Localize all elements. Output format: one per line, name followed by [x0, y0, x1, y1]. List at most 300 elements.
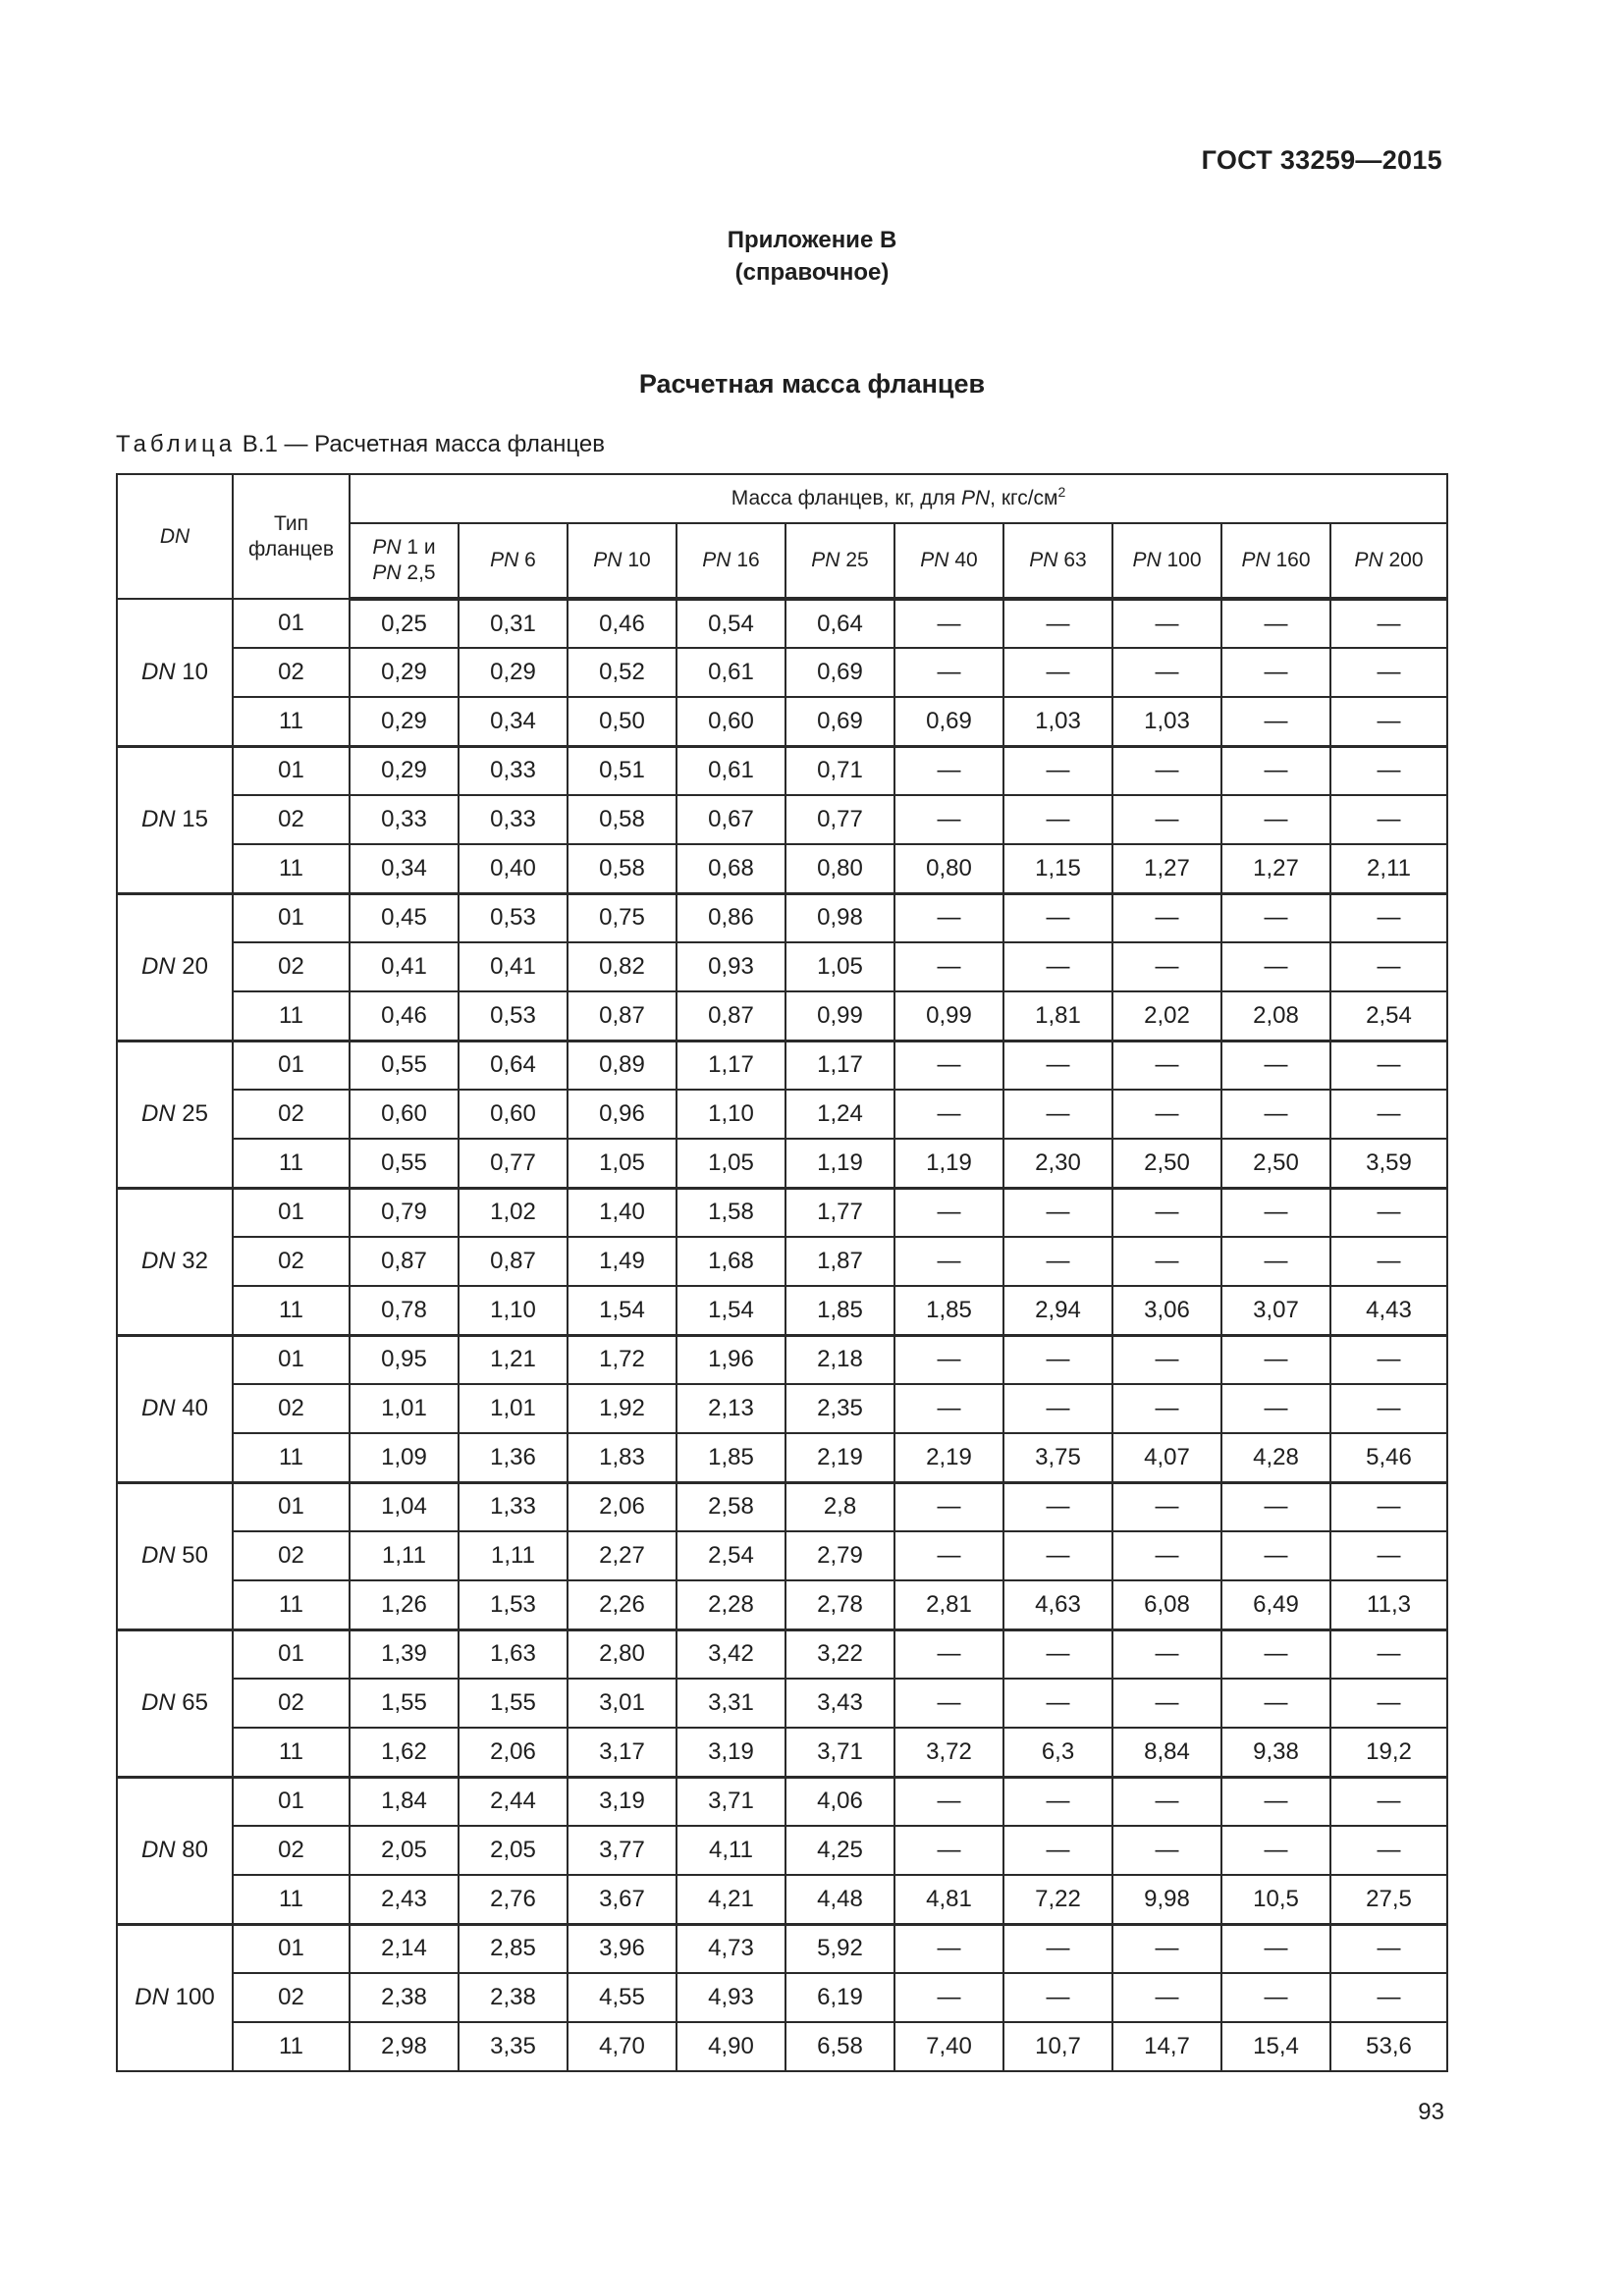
table-row	[117, 1041, 1447, 1090]
table-row	[117, 1728, 1447, 1777]
mass-cell: 1,36	[459, 1433, 568, 1482]
flange-type-cell: 02	[233, 1826, 350, 1875]
dn-cell	[117, 599, 233, 746]
mass-cell: —	[1112, 1237, 1221, 1286]
header-mass-pn: PN	[960, 487, 991, 509]
dn-number: 80	[175, 1837, 209, 1863]
mass-cell: 0,55	[350, 1139, 459, 1188]
flange-type-cell: 01	[233, 893, 350, 942]
mass-cell: 3,59	[1330, 1139, 1447, 1188]
dn-prefix: DN	[135, 1984, 169, 2011]
mass-cell: 3,72	[894, 1728, 1003, 1777]
mass-cell: 0,45	[350, 893, 459, 942]
mass-cell: 1,01	[459, 1384, 568, 1433]
mass-cell: 2,38	[459, 1973, 568, 2022]
mass-cell: 0,87	[568, 991, 677, 1041]
mass-cell: 1,27	[1112, 844, 1221, 893]
mass-cell: 0,53	[459, 893, 568, 942]
mass-cell: 0,33	[459, 746, 568, 795]
table-caption-number: В.1	[236, 431, 278, 457]
mass-cell: —	[1330, 942, 1447, 991]
mass-cell: 2,05	[459, 1826, 568, 1875]
mass-cell: —	[1221, 893, 1330, 942]
header-pn-part: PN	[593, 549, 623, 571]
mass-cell: 4,06	[785, 1777, 894, 1826]
mass-cell: 0,52	[568, 648, 677, 697]
header-pn-6	[1003, 523, 1112, 599]
mass-cell: —	[1221, 1335, 1330, 1384]
mass-cell: 1,05	[568, 1139, 677, 1188]
table-body	[117, 599, 1447, 2071]
mass-cell: —	[1330, 1384, 1447, 1433]
mass-cell: 3,22	[785, 1629, 894, 1679]
mass-cell: 2,26	[568, 1580, 677, 1629]
mass-cell: 1,19	[785, 1139, 894, 1188]
table-row	[117, 1924, 1447, 1973]
header-pn-1	[459, 523, 568, 599]
mass-cell: —	[1330, 1777, 1447, 1826]
mass-cell: 0,89	[568, 1041, 677, 1090]
mass-cell: 0,41	[459, 942, 568, 991]
mass-cell: 2,38	[350, 1973, 459, 2022]
dn-number: 100	[168, 1984, 215, 2011]
mass-cell: 0,33	[350, 795, 459, 844]
table-row	[117, 648, 1447, 697]
mass-cell: 4,21	[677, 1875, 785, 1924]
flange-type-cell: 11	[233, 1728, 350, 1777]
mass-cell: —	[1221, 1679, 1330, 1728]
mass-cell: —	[1112, 648, 1221, 697]
mass-cell: —	[1221, 1041, 1330, 1090]
flange-type-cell: 01	[233, 1482, 350, 1531]
mass-cell: 1,17	[785, 1041, 894, 1090]
mass-cell: —	[1330, 795, 1447, 844]
table-row	[117, 893, 1447, 942]
table-row	[117, 1777, 1447, 1826]
flange-type-cell: 01	[233, 1188, 350, 1237]
flange-type-cell: 02	[233, 1973, 350, 2022]
table-row	[117, 1237, 1447, 1286]
table-row	[117, 991, 1447, 1041]
dn-number: 10	[175, 658, 209, 685]
dn-cell	[117, 1188, 233, 1335]
mass-cell: 5,92	[785, 1924, 894, 1973]
dn-number: 65	[175, 1689, 209, 1716]
mass-cell: 3,31	[677, 1679, 785, 1728]
mass-cell: 3,35	[459, 2022, 568, 2071]
table-row	[117, 1286, 1447, 1335]
mass-cell: —	[894, 1041, 1003, 1090]
table-row	[117, 697, 1447, 746]
header-pn-part: 2,5	[401, 561, 436, 584]
mass-cell: 2,11	[1330, 844, 1447, 893]
mass-cell: 2,18	[785, 1335, 894, 1384]
mass-cell: 4,70	[568, 2022, 677, 2071]
dn-cell	[117, 893, 233, 1041]
mass-cell: —	[1221, 746, 1330, 795]
mass-cell: —	[1330, 1041, 1447, 1090]
mass-cell: 1,96	[677, 1335, 785, 1384]
table-row	[117, 746, 1447, 795]
mass-cell: 2,98	[350, 2022, 459, 2071]
mass-cell: —	[1330, 1531, 1447, 1580]
flange-type-cell: 11	[233, 991, 350, 1041]
mass-cell: —	[1330, 746, 1447, 795]
mass-cell: —	[1003, 746, 1112, 795]
header-pn-part: 1 и	[401, 536, 436, 559]
mass-cell: —	[1112, 1531, 1221, 1580]
header-pn-part: 40	[948, 549, 978, 571]
table-row	[117, 1188, 1447, 1237]
flange-type-cell: 02	[233, 795, 350, 844]
header-pn-part: 160	[1270, 549, 1311, 571]
table-row	[117, 599, 1447, 648]
mass-cell: —	[1330, 893, 1447, 942]
table-row	[117, 1826, 1447, 1875]
flange-type-cell: 02	[233, 648, 350, 697]
flange-type-cell: 01	[233, 1924, 350, 1973]
dn-cell	[117, 746, 233, 893]
page-number: 93	[1418, 2099, 1444, 2125]
mass-cell: 0,82	[568, 942, 677, 991]
mass-cell: 3,71	[785, 1728, 894, 1777]
mass-cell: 1,85	[677, 1433, 785, 1482]
dn-cell	[117, 1924, 233, 2071]
mass-cell: 1,05	[677, 1139, 785, 1188]
flange-type-cell: 11	[233, 1139, 350, 1188]
mass-cell: —	[1112, 893, 1221, 942]
mass-cell: 0,58	[568, 844, 677, 893]
mass-cell: —	[894, 1777, 1003, 1826]
mass-cell: —	[1003, 893, 1112, 942]
mass-cell: —	[1221, 1924, 1330, 1973]
dn-cell	[117, 1041, 233, 1188]
mass-cell: —	[894, 1482, 1003, 1531]
mass-cell: —	[1221, 1237, 1330, 1286]
header-pn-part: PN	[372, 561, 402, 584]
mass-cell: 1,62	[350, 1728, 459, 1777]
mass-cell: 1,10	[677, 1090, 785, 1139]
mass-cell: 2,06	[459, 1728, 568, 1777]
mass-cell: —	[1112, 746, 1221, 795]
mass-cell: 1,68	[677, 1237, 785, 1286]
mass-cell: 1,04	[350, 1482, 459, 1531]
mass-cell: 6,49	[1221, 1580, 1330, 1629]
mass-cell: 1,55	[350, 1679, 459, 1728]
header-pn-9	[1330, 523, 1447, 599]
mass-cell: 1,03	[1003, 697, 1112, 746]
mass-cell: 2,28	[677, 1580, 785, 1629]
mass-cell: 1,26	[350, 1580, 459, 1629]
dn-prefix: DN	[140, 658, 176, 685]
mass-cell: 0,75	[568, 893, 677, 942]
mass-cell: 2,02	[1112, 991, 1221, 1041]
mass-cell: 3,96	[568, 1924, 677, 1973]
mass-cell: 0,60	[459, 1090, 568, 1139]
flange-type-cell: 02	[233, 1384, 350, 1433]
mass-cell: 2,43	[350, 1875, 459, 1924]
mass-cell: —	[1112, 1041, 1221, 1090]
mass-cell: 9,38	[1221, 1728, 1330, 1777]
header-pn-part: PN	[1132, 549, 1162, 571]
mass-cell: —	[1003, 1629, 1112, 1679]
mass-cell: 0,51	[568, 746, 677, 795]
flange-type-cell: 11	[233, 2022, 350, 2071]
dn-prefix: DN	[140, 953, 176, 980]
header-mass-unit: , кгс/см	[990, 487, 1058, 509]
header-row	[117, 474, 1447, 523]
mass-cell: 2,79	[785, 1531, 894, 1580]
mass-cell: 15,4	[1221, 2022, 1330, 2071]
mass-cell: —	[1112, 942, 1221, 991]
flange-type-cell: 02	[233, 942, 350, 991]
mass-cell: 1,85	[894, 1286, 1003, 1335]
dn-number: 40	[175, 1395, 209, 1421]
mass-cell: —	[1221, 1973, 1330, 2022]
dn-prefix: DN	[140, 1837, 176, 1863]
mass-cell: —	[1003, 1237, 1112, 1286]
mass-cell: 1,21	[459, 1335, 568, 1384]
mass-cell: —	[1003, 1335, 1112, 1384]
mass-cell: —	[1112, 1335, 1221, 1384]
header-pn-part: 100	[1161, 549, 1202, 571]
mass-cell: 1,03	[1112, 697, 1221, 746]
mass-cell: 7,40	[894, 2022, 1003, 2071]
mass-cell: 3,67	[568, 1875, 677, 1924]
dn-cell	[117, 1777, 233, 1924]
mass-cell: —	[894, 1090, 1003, 1139]
mass-cell: 0,60	[350, 1090, 459, 1139]
document-code: ГОСТ 33259—2015	[1201, 145, 1442, 175]
mass-cell: 0,50	[568, 697, 677, 746]
mass-cell: —	[894, 942, 1003, 991]
header-pn-part: PN	[490, 549, 519, 571]
header-pn-part: PN	[920, 549, 949, 571]
mass-cell: —	[894, 599, 1003, 648]
dn-number: 15	[175, 806, 209, 832]
dn-prefix: DN	[140, 1100, 176, 1127]
header-pn-8	[1221, 523, 1330, 599]
mass-cell: 2,81	[894, 1580, 1003, 1629]
flange-type-cell: 11	[233, 1580, 350, 1629]
mass-cell: 2,94	[1003, 1286, 1112, 1335]
mass-cell: —	[1112, 795, 1221, 844]
dn-prefix: DN	[140, 806, 176, 832]
mass-cell: 2,80	[568, 1629, 677, 1679]
mass-cell: —	[1112, 1188, 1221, 1237]
mass-cell: 2,30	[1003, 1139, 1112, 1188]
mass-cell: 1,11	[459, 1531, 568, 1580]
mass-cell: 0,41	[350, 942, 459, 991]
mass-cell: 0,29	[350, 697, 459, 746]
mass-cell: —	[894, 1335, 1003, 1384]
mass-cell: 0,69	[785, 697, 894, 746]
mass-cell: 4,73	[677, 1924, 785, 1973]
mass-cell: 2,50	[1221, 1139, 1330, 1188]
flange-type-cell: 02	[233, 1679, 350, 1728]
flange-type-cell: 01	[233, 1335, 350, 1384]
mass-cell: —	[1221, 697, 1330, 746]
mass-cell: 0,99	[785, 991, 894, 1041]
table-row	[117, 1384, 1447, 1433]
mass-cell: 3,75	[1003, 1433, 1112, 1482]
header-mass-pre: Масса фланцев, кг, для	[731, 487, 961, 509]
table-caption-prefix: Таблица	[116, 431, 237, 457]
mass-cell: 1,53	[459, 1580, 568, 1629]
table-row	[117, 1580, 1447, 1629]
dn-cell	[117, 1335, 233, 1482]
mass-cell: 1,63	[459, 1629, 568, 1679]
mass-cell: 0,77	[785, 795, 894, 844]
dn-cell	[117, 1629, 233, 1777]
mass-cell: —	[1221, 1531, 1330, 1580]
mass-cell: 0,31	[459, 599, 568, 648]
mass-cell: 0,53	[459, 991, 568, 1041]
mass-cell: 2,58	[677, 1482, 785, 1531]
mass-cell: 2,54	[1330, 991, 1447, 1041]
mass-cell: 0,93	[677, 942, 785, 991]
mass-cell: 4,25	[785, 1826, 894, 1875]
mass-cell: 2,78	[785, 1580, 894, 1629]
mass-cell: 4,55	[568, 1973, 677, 2022]
flange-mass-table	[116, 473, 1448, 2072]
flange-type-cell: 01	[233, 599, 350, 648]
mass-cell: 0,64	[785, 599, 894, 648]
mass-cell: 0,80	[894, 844, 1003, 893]
mass-cell: —	[1112, 1482, 1221, 1531]
flange-type-cell: 01	[233, 1041, 350, 1090]
annex-title: Приложение В	[727, 227, 897, 253]
mass-cell: —	[1003, 648, 1112, 697]
table-row	[117, 1335, 1447, 1384]
header-pn-part: PN	[372, 536, 402, 559]
mass-cell: 0,87	[677, 991, 785, 1041]
mass-cell: 3,71	[677, 1777, 785, 1826]
header-pn-3	[677, 523, 785, 599]
header-pn-part: 63	[1057, 549, 1087, 571]
mass-cell: 11,3	[1330, 1580, 1447, 1629]
mass-cell: 3,01	[568, 1679, 677, 1728]
mass-cell: —	[894, 1531, 1003, 1580]
mass-cell: —	[1221, 1777, 1330, 1826]
header-pn-part: PN	[1029, 549, 1058, 571]
mass-cell: 1,92	[568, 1384, 677, 1433]
table-row	[117, 1629, 1447, 1679]
header-pn-0	[350, 523, 459, 599]
mass-cell: 1,49	[568, 1237, 677, 1286]
mass-cell: 2,54	[677, 1531, 785, 1580]
header-flange-type: Тип фланцев	[233, 474, 350, 599]
mass-cell: 2,13	[677, 1384, 785, 1433]
mass-cell: 4,90	[677, 2022, 785, 2071]
mass-cell: 1,72	[568, 1335, 677, 1384]
mass-cell: —	[1003, 599, 1112, 648]
mass-cell: 0,99	[894, 991, 1003, 1041]
mass-cell: 1,05	[785, 942, 894, 991]
mass-cell: —	[1221, 795, 1330, 844]
mass-cell: 2,27	[568, 1531, 677, 1580]
mass-cell: 0,58	[568, 795, 677, 844]
mass-cell: —	[1003, 1826, 1112, 1875]
mass-cell: —	[1221, 1629, 1330, 1679]
mass-cell: —	[894, 746, 1003, 795]
mass-cell: —	[1003, 795, 1112, 844]
header-pn-part: 16	[731, 549, 760, 571]
mass-cell: —	[1330, 599, 1447, 648]
flange-type-cell: 02	[233, 1090, 350, 1139]
mass-cell: 0,77	[459, 1139, 568, 1188]
mass-cell: 0,34	[459, 697, 568, 746]
mass-cell: 4,11	[677, 1826, 785, 1875]
mass-cell: 6,19	[785, 1973, 894, 2022]
mass-cell: —	[1221, 599, 1330, 648]
table-row	[117, 1973, 1447, 2022]
flange-type-cell: 02	[233, 1237, 350, 1286]
header-pn-part: PN	[1354, 549, 1383, 571]
mass-cell: —	[1112, 1090, 1221, 1139]
header-pn-2	[568, 523, 677, 599]
mass-cell: 2,8	[785, 1482, 894, 1531]
mass-cell: 1,09	[350, 1433, 459, 1482]
dn-prefix: DN	[140, 1689, 176, 1716]
mass-cell: 1,39	[350, 1629, 459, 1679]
header-pn-4	[785, 523, 894, 599]
mass-cell: —	[1003, 1679, 1112, 1728]
mass-cell: —	[1330, 1826, 1447, 1875]
mass-cell: —	[1112, 1973, 1221, 2022]
mass-cell: 0,68	[677, 844, 785, 893]
flange-type-cell: 01	[233, 1777, 350, 1826]
mass-cell: 0,61	[677, 746, 785, 795]
flange-type-cell: 11	[233, 1875, 350, 1924]
mass-cell: 1,77	[785, 1188, 894, 1237]
header-pn-5	[894, 523, 1003, 599]
mass-cell: —	[1221, 1826, 1330, 1875]
mass-cell: —	[1003, 1188, 1112, 1237]
mass-cell: 2,19	[894, 1433, 1003, 1482]
dn-number: 20	[175, 953, 209, 980]
dn-prefix: DN	[140, 1542, 176, 1569]
mass-cell: 1,54	[568, 1286, 677, 1335]
mass-cell: 2,08	[1221, 991, 1330, 1041]
mass-cell: 1,02	[459, 1188, 568, 1237]
mass-cell: 0,29	[350, 648, 459, 697]
table-row	[117, 1875, 1447, 1924]
mass-cell: —	[1330, 1679, 1447, 1728]
mass-cell: 1,17	[677, 1041, 785, 1090]
mass-cell: 10,7	[1003, 2022, 1112, 2071]
mass-cell: 0,95	[350, 1335, 459, 1384]
mass-cell: 0,40	[459, 844, 568, 893]
table-header	[117, 474, 1447, 599]
mass-cell: 14,7	[1112, 2022, 1221, 2071]
mass-cell: —	[894, 1629, 1003, 1679]
mass-cell: 1,84	[350, 1777, 459, 1826]
header-pn-part: 6	[518, 549, 536, 571]
mass-cell: 4,43	[1330, 1286, 1447, 1335]
mass-cell: 0,64	[459, 1041, 568, 1090]
table-row	[117, 1433, 1447, 1482]
table-row	[117, 1679, 1447, 1728]
mass-cell: —	[1112, 1924, 1221, 1973]
mass-cell: —	[1330, 648, 1447, 697]
mass-cell: —	[1003, 1482, 1112, 1531]
flange-type-cell: 01	[233, 746, 350, 795]
mass-cell: 4,81	[894, 1875, 1003, 1924]
header-mass	[350, 474, 1447, 523]
mass-cell: 2,44	[459, 1777, 568, 1826]
table-row	[117, 795, 1447, 844]
